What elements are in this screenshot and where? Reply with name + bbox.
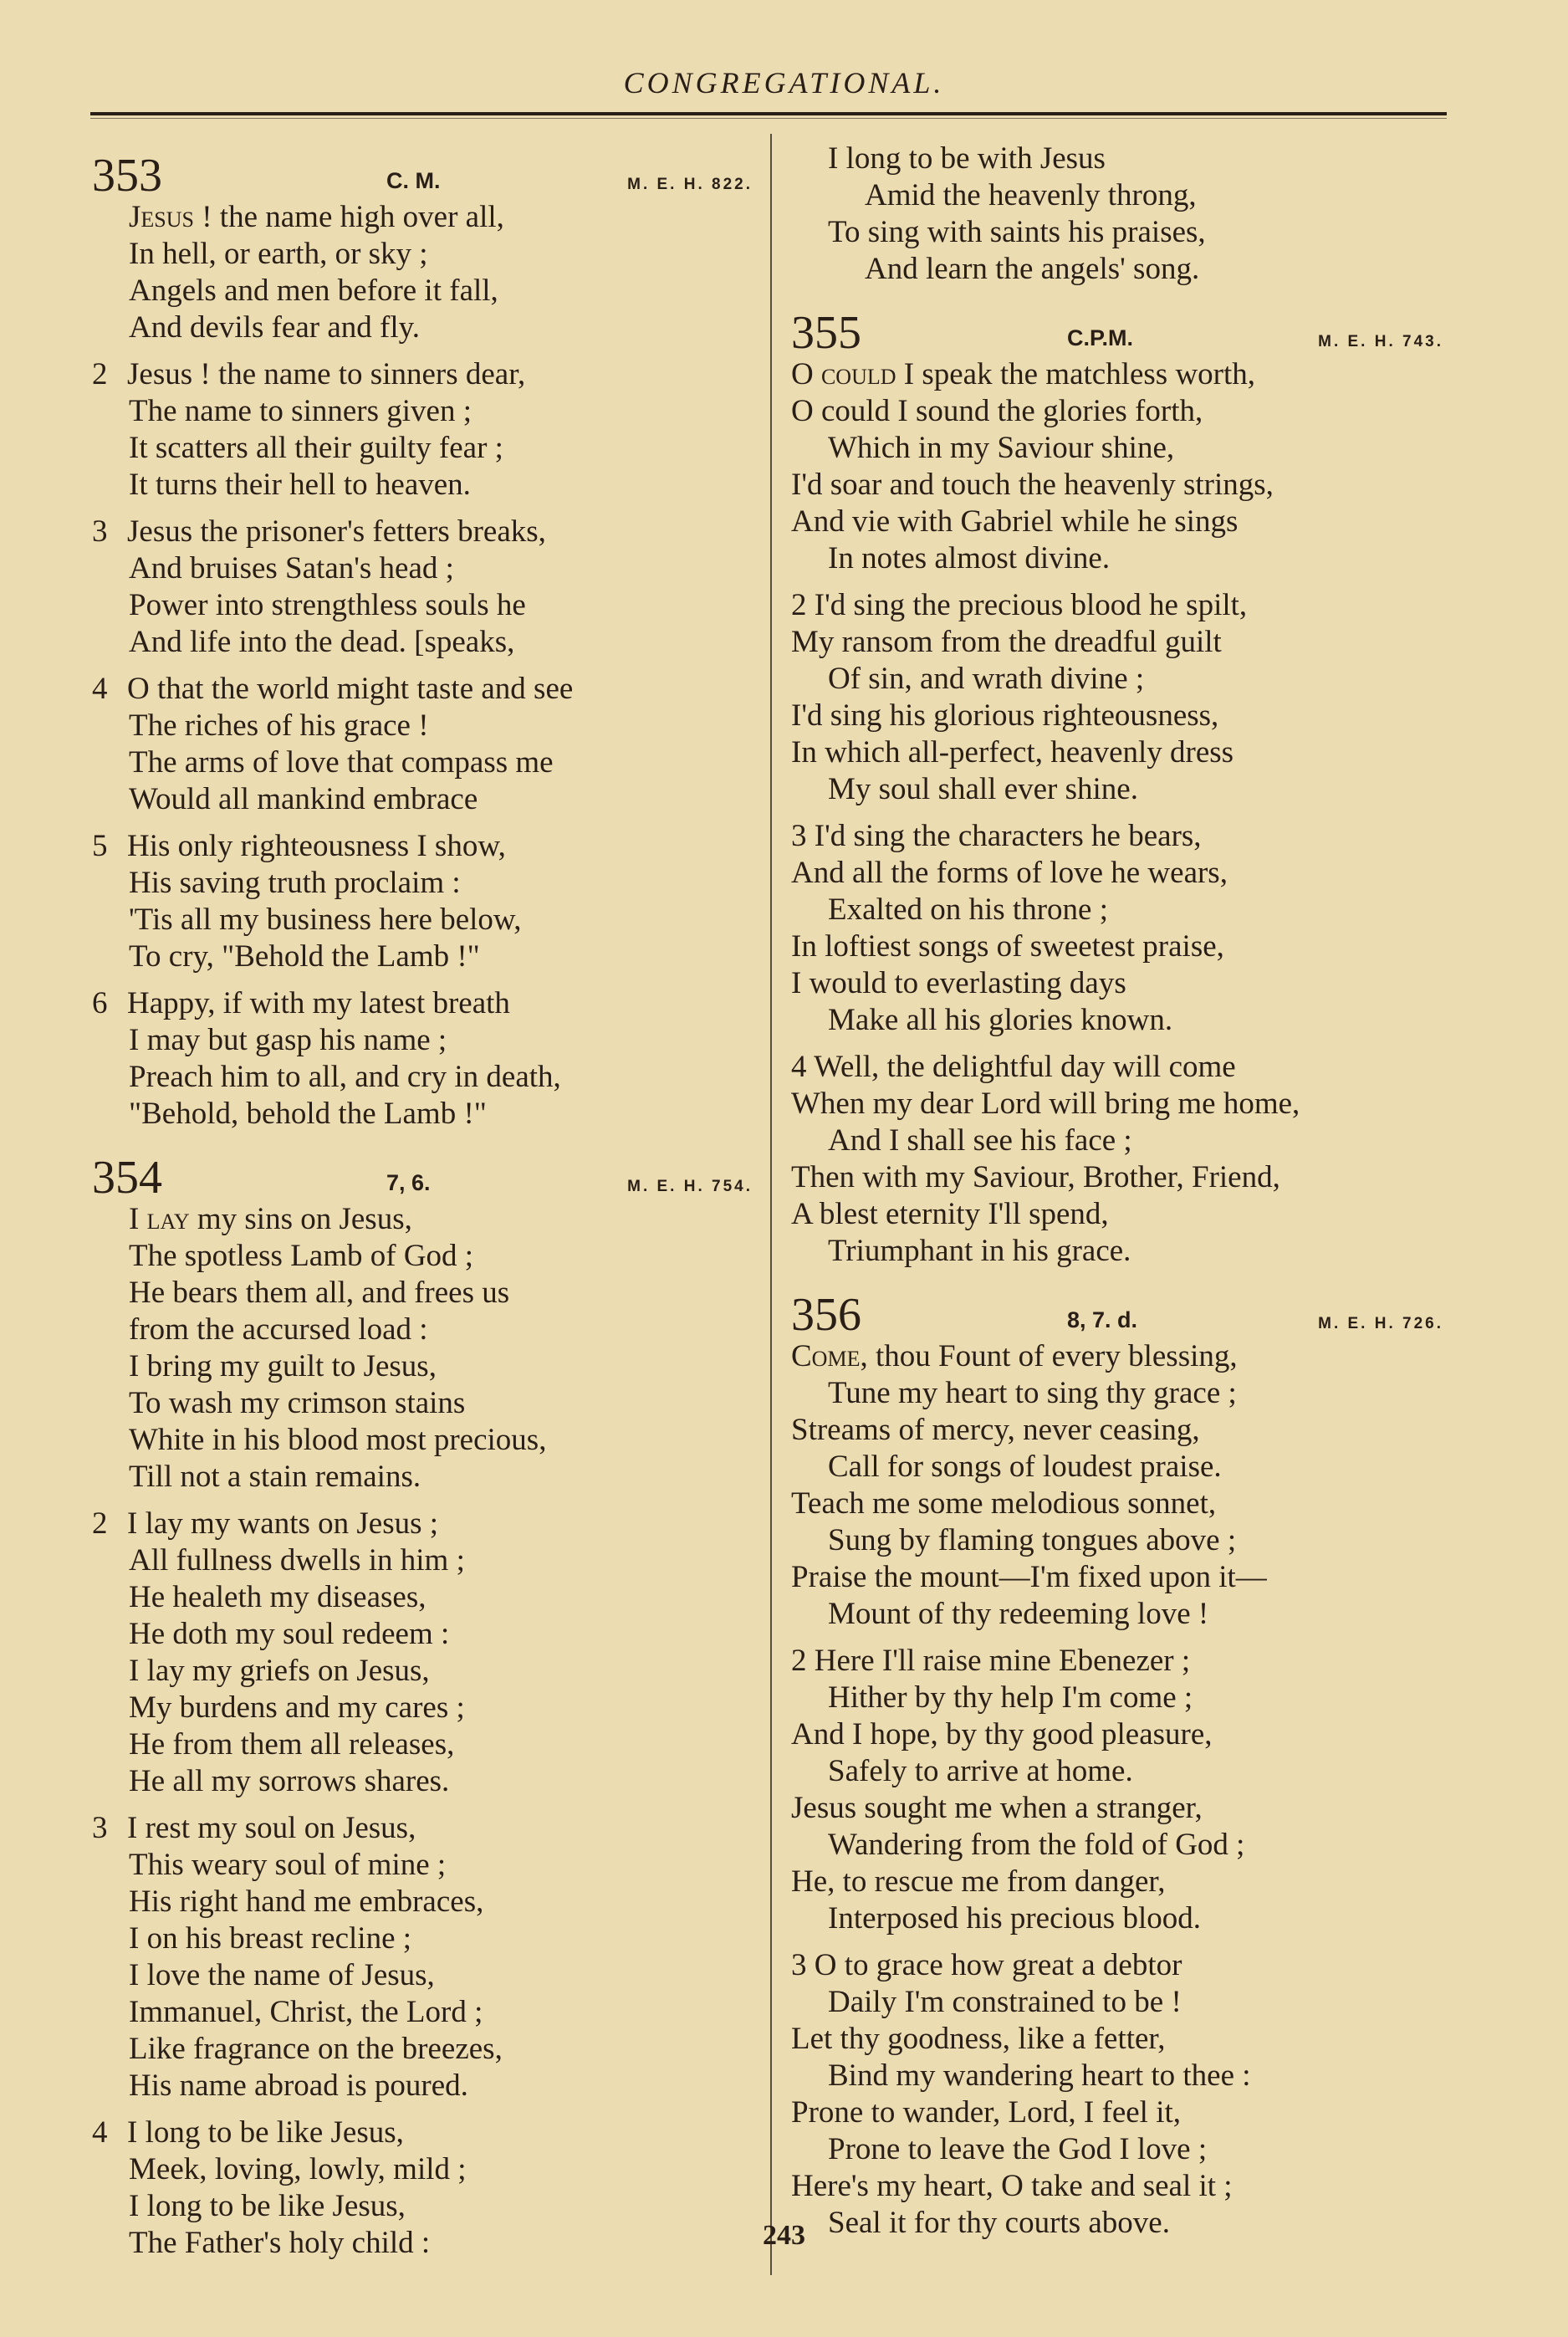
verse-line: I may but gasp his name ; — [129, 1023, 447, 1057]
first-word: O could — [791, 357, 896, 391]
verse-line: And life into the dead. [speaks, — [129, 625, 515, 659]
verse-line: O could I speak the matchless worth, — [791, 357, 1256, 391]
verse-line: And I hope, by thy good pleasure, — [791, 1717, 1213, 1751]
stanza — [92, 199, 761, 346]
stanza — [791, 587, 1452, 808]
verse-line: Meek, loving, lowly, mild ; — [129, 2152, 467, 2186]
verse-line: 2 I'd sing the precious blood he spilt, — [791, 588, 1248, 622]
verse-line: 3 Jesus the prisoner's fetters breaks, — [92, 514, 546, 549]
left-column — [92, 141, 761, 2272]
verse-line: All fullness dwells in him ; — [129, 1543, 465, 1578]
verse-line: This weary soul of mine ; — [129, 1848, 447, 1882]
verse-line: His saving truth proclaim : — [129, 866, 461, 900]
verse-line: 2 Jesus ! the name to sinners dear, — [92, 357, 526, 391]
verse-line: He healeth my diseases, — [129, 1580, 426, 1614]
verse-line: White in his blood most precious, — [129, 1423, 547, 1457]
verse-line: The name to sinners given ; — [129, 394, 472, 428]
hymn-meter: 8, 7. d. — [1067, 1307, 1138, 1332]
verse-line: Here's my heart, O take and seal it ; — [791, 2169, 1233, 2203]
verse-line: 4 Well, the delightful day will come — [791, 1050, 1236, 1084]
verse-line: 3 I rest my soul on Jesus, — [92, 1811, 416, 1845]
verse-line: Sung by flaming tongues above ; — [828, 1523, 1237, 1557]
verse-line: And I shall see his face ; — [828, 1123, 1132, 1158]
verse-line: Angels and men before it fall, — [129, 274, 498, 308]
verse-line: 3 I'd sing the characters he bears, — [791, 819, 1202, 853]
verse-line: Prone to leave the God I love ; — [828, 2132, 1208, 2166]
stanza — [791, 356, 1452, 577]
verse-line: His right hand me embraces, — [129, 1884, 484, 1919]
verse-line: 2 Here I'll raise mine Ebenezer ; — [791, 1644, 1191, 1678]
verse-line: I bring my guilt to Jesus, — [129, 1349, 437, 1383]
verse-number: 2 — [791, 1644, 807, 1678]
verse-line: He doth my soul redeem : — [129, 1617, 450, 1651]
verse-line: Praise the mount—I'm fixed upon it— — [791, 1560, 1267, 1594]
stanza — [92, 356, 761, 504]
stanza — [92, 985, 761, 1133]
verse-line: I would to everlasting days — [791, 966, 1126, 1000]
verse-line: His name abroad is poured. — [129, 2069, 468, 2103]
verse-line: Teach me some melodious sonnet, — [791, 1486, 1217, 1521]
stanza — [791, 1338, 1452, 1633]
verse-number: 3 — [791, 1948, 807, 1982]
hymn-header — [791, 298, 1452, 359]
verse-line: To cry, "Behold the Lamb !" — [129, 939, 480, 974]
stanza — [791, 1049, 1452, 1270]
hymn-number: 355 — [791, 307, 861, 359]
verse-line: Bind my wandering heart to thee : — [828, 2058, 1251, 2093]
verse-line: And bruises Satan's head ; — [129, 551, 454, 586]
verse-line: Safely to arrive at home. — [828, 1754, 1133, 1788]
verse-line: Daily I'm constrained to be ! — [828, 1985, 1182, 2019]
verse-line: My ransom from the dreadful guilt — [791, 625, 1222, 659]
hymn-meter: 7, 6. — [386, 1170, 431, 1195]
verse-line: A blest eternity I'll spend, — [791, 1197, 1109, 1231]
verse-line: Exalted on his throne ; — [828, 892, 1108, 927]
verse-line: I'd sing his glorious righteousness, — [791, 698, 1219, 733]
stanza — [92, 828, 761, 975]
page-number: 243 — [763, 2220, 805, 2251]
verse-line: I lay my sins on Jesus, — [129, 1202, 412, 1236]
verse-line: He from them all releases, — [129, 1727, 455, 1762]
verse-line: 3 O to grace how great a debtor — [791, 1948, 1182, 1982]
hymn-354 — [92, 1143, 761, 2262]
verse-line: The spotless Lamb of God ; — [129, 1239, 474, 1273]
verse-line: The riches of his grace ! — [129, 708, 429, 743]
verse-line: Streams of mercy, never ceasing, — [791, 1413, 1200, 1447]
verse-number: 2 — [791, 588, 807, 622]
hymn-meter: C.P.M. — [1067, 325, 1134, 350]
hymn-354-continuation — [791, 141, 1452, 288]
verse-line: Let thy goodness, like a fetter, — [791, 2022, 1166, 2056]
verse-line: I on his breast recline ; — [129, 1921, 412, 1956]
hymn-header — [92, 141, 761, 202]
verse-line: My soul shall ever shine. — [828, 772, 1138, 806]
first-word: Jesus — [129, 200, 194, 234]
verse-line: Amid the heavenly throng, — [865, 178, 1197, 212]
verse-line: Of sin, and wrath divine ; — [828, 662, 1145, 696]
verse-line: When my dear Lord will bring me home, — [791, 1087, 1300, 1121]
verse-line: And vie with Gabriel while he sings — [791, 504, 1239, 539]
hymn-meter: C. M. — [386, 168, 441, 193]
verse-line: 'Tis all my business here below, — [129, 903, 522, 937]
verse-line: Tune my heart to sing thy grace ; — [828, 1376, 1237, 1410]
verse-line: He, to rescue me from danger, — [791, 1864, 1166, 1899]
verse-line: Which in my Saviour shine, — [828, 431, 1175, 465]
verse-number: 4 — [791, 1050, 807, 1084]
verse-line: In loftiest songs of sweetest praise, — [791, 929, 1224, 964]
verse-number: 3 — [92, 1811, 108, 1845]
page-header: CONGREGATIONAL. — [623, 66, 945, 100]
verse-line: I long to be with Jesus — [828, 141, 1106, 176]
verse-line: Would all mankind embrace — [129, 782, 478, 816]
hymn-reference: M. E. H. 743. — [1318, 333, 1443, 350]
verse-line: Call for songs of loudest praise. — [828, 1450, 1222, 1484]
verse-line: I'd soar and touch the heavenly strings, — [791, 468, 1274, 502]
hymn-reference: M. E. H. 726. — [1318, 1315, 1443, 1332]
verse-line: from the accursed load : — [129, 1312, 428, 1347]
verse-line: It scatters all their guilty fear ; — [129, 431, 503, 465]
verse-line: To wash my crimson stains — [129, 1386, 466, 1420]
verse-number: 2 — [92, 1506, 108, 1541]
first-word: Come, — [791, 1339, 868, 1373]
verse-line: Come, thou Fount of every blessing, — [791, 1339, 1238, 1373]
verse-line: "Behold, behold the Lamb !" — [129, 1097, 487, 1131]
verse-line: Interposed his precious blood. — [828, 1901, 1201, 1936]
verse-line: The Father's holy child : — [129, 2226, 431, 2260]
verse-line: Make all his glories known. — [828, 1003, 1173, 1037]
verse-line: O could I sound the glories forth, — [791, 394, 1203, 428]
stanza — [791, 1643, 1452, 1937]
verse-line: 4 O that the world might taste and see — [92, 672, 574, 706]
verse-line: Power into strengthless souls he — [129, 588, 526, 622]
verse-line: And all the forms of love he wears, — [791, 856, 1228, 890]
verse-line: Till not a stain remains. — [129, 1460, 421, 1494]
verse-line: Then with my Saviour, Brother, Friend, — [791, 1160, 1280, 1194]
stanza — [92, 514, 761, 661]
verse-line: Like fragrance on the breezes, — [129, 2032, 503, 2066]
verse-number: 5 — [92, 829, 108, 863]
stanza — [92, 671, 761, 818]
verse-number: 3 — [92, 514, 108, 549]
stanza — [92, 1506, 761, 1800]
verse-line: 6 Happy, if with my latest breath — [92, 986, 510, 1020]
hymn-header — [791, 1280, 1452, 1341]
verse-line: Jesus ! the name high over all, — [129, 200, 504, 234]
right-column — [791, 141, 1452, 2252]
verse-line: Immanuel, Christ, the Lord ; — [129, 1995, 483, 2029]
header-rule-thin — [90, 118, 1447, 119]
verse-line: Triumphant in his grace. — [828, 1234, 1131, 1268]
hymn-356 — [791, 1280, 1452, 2242]
verse-line: Seal it for thy courts above. — [828, 2206, 1170, 2240]
verse-line: In which all-perfect, heavenly dress — [791, 735, 1234, 770]
verse-number: 4 — [92, 672, 108, 706]
verse-line: He all my sorrows shares. — [129, 1764, 450, 1798]
verse-number: 6 — [92, 986, 108, 1020]
hymn-number: 356 — [791, 1289, 861, 1341]
verse-line: Preach him to all, and cry in death, — [129, 1060, 561, 1094]
column-divider — [770, 134, 772, 2275]
hymn-number: 354 — [92, 1152, 162, 1204]
verse-line: 4 I long to be like Jesus, — [92, 2115, 404, 2150]
verse-number: 4 — [92, 2115, 108, 2150]
stanza — [92, 1201, 761, 1496]
verse-line: He bears them all, and frees us — [129, 1276, 510, 1310]
verse-line: 5 His only righteousness I show, — [92, 829, 506, 863]
header-rule — [90, 112, 1447, 115]
verse-line: To sing with saints his praises, — [828, 215, 1206, 249]
verse-line: I lay my griefs on Jesus, — [129, 1654, 430, 1688]
hymn-reference: M. E. H. 822. — [627, 176, 753, 193]
verse-line: 2 I lay my wants on Jesus ; — [92, 1506, 439, 1541]
stanza — [92, 1810, 761, 2104]
hymn-355 — [791, 298, 1452, 1270]
verse-line: Prone to wander, Lord, I feel it, — [791, 2095, 1182, 2130]
verse-number: 3 — [791, 819, 807, 853]
verse-line: My burdens and my cares ; — [129, 1690, 465, 1725]
stanza — [791, 818, 1452, 1039]
verse-line: And learn the angels' song. — [865, 252, 1200, 286]
verse-line: In notes almost divine. — [828, 541, 1111, 575]
verse-line: I long to be like Jesus, — [129, 2189, 406, 2223]
hymn-number: 353 — [92, 150, 162, 202]
verse-line: It turns their hell to heaven. — [129, 468, 471, 502]
verse-line: Wandering from the fold of God ; — [828, 1828, 1245, 1862]
verse-line: And devils fear and fly. — [129, 310, 420, 345]
verse-line: In hell, or earth, or sky ; — [129, 237, 428, 271]
stanza — [791, 1947, 1452, 2242]
verse-number: 2 — [92, 357, 108, 391]
hymn-header — [92, 1143, 761, 1204]
verse-line: Mount of thy redeeming love ! — [828, 1597, 1209, 1631]
verse-line: Hither by thy help I'm come ; — [828, 1680, 1193, 1715]
hymn-353 — [92, 141, 761, 1133]
first-word: I lay — [129, 1202, 190, 1236]
verse-line: The arms of love that compass me — [129, 745, 554, 780]
verse-line: Jesus sought me when a stranger, — [791, 1791, 1203, 1825]
verse-line: I love the name of Jesus, — [129, 1958, 435, 1992]
hymn-reference: M. E. H. 754. — [627, 1178, 753, 1195]
